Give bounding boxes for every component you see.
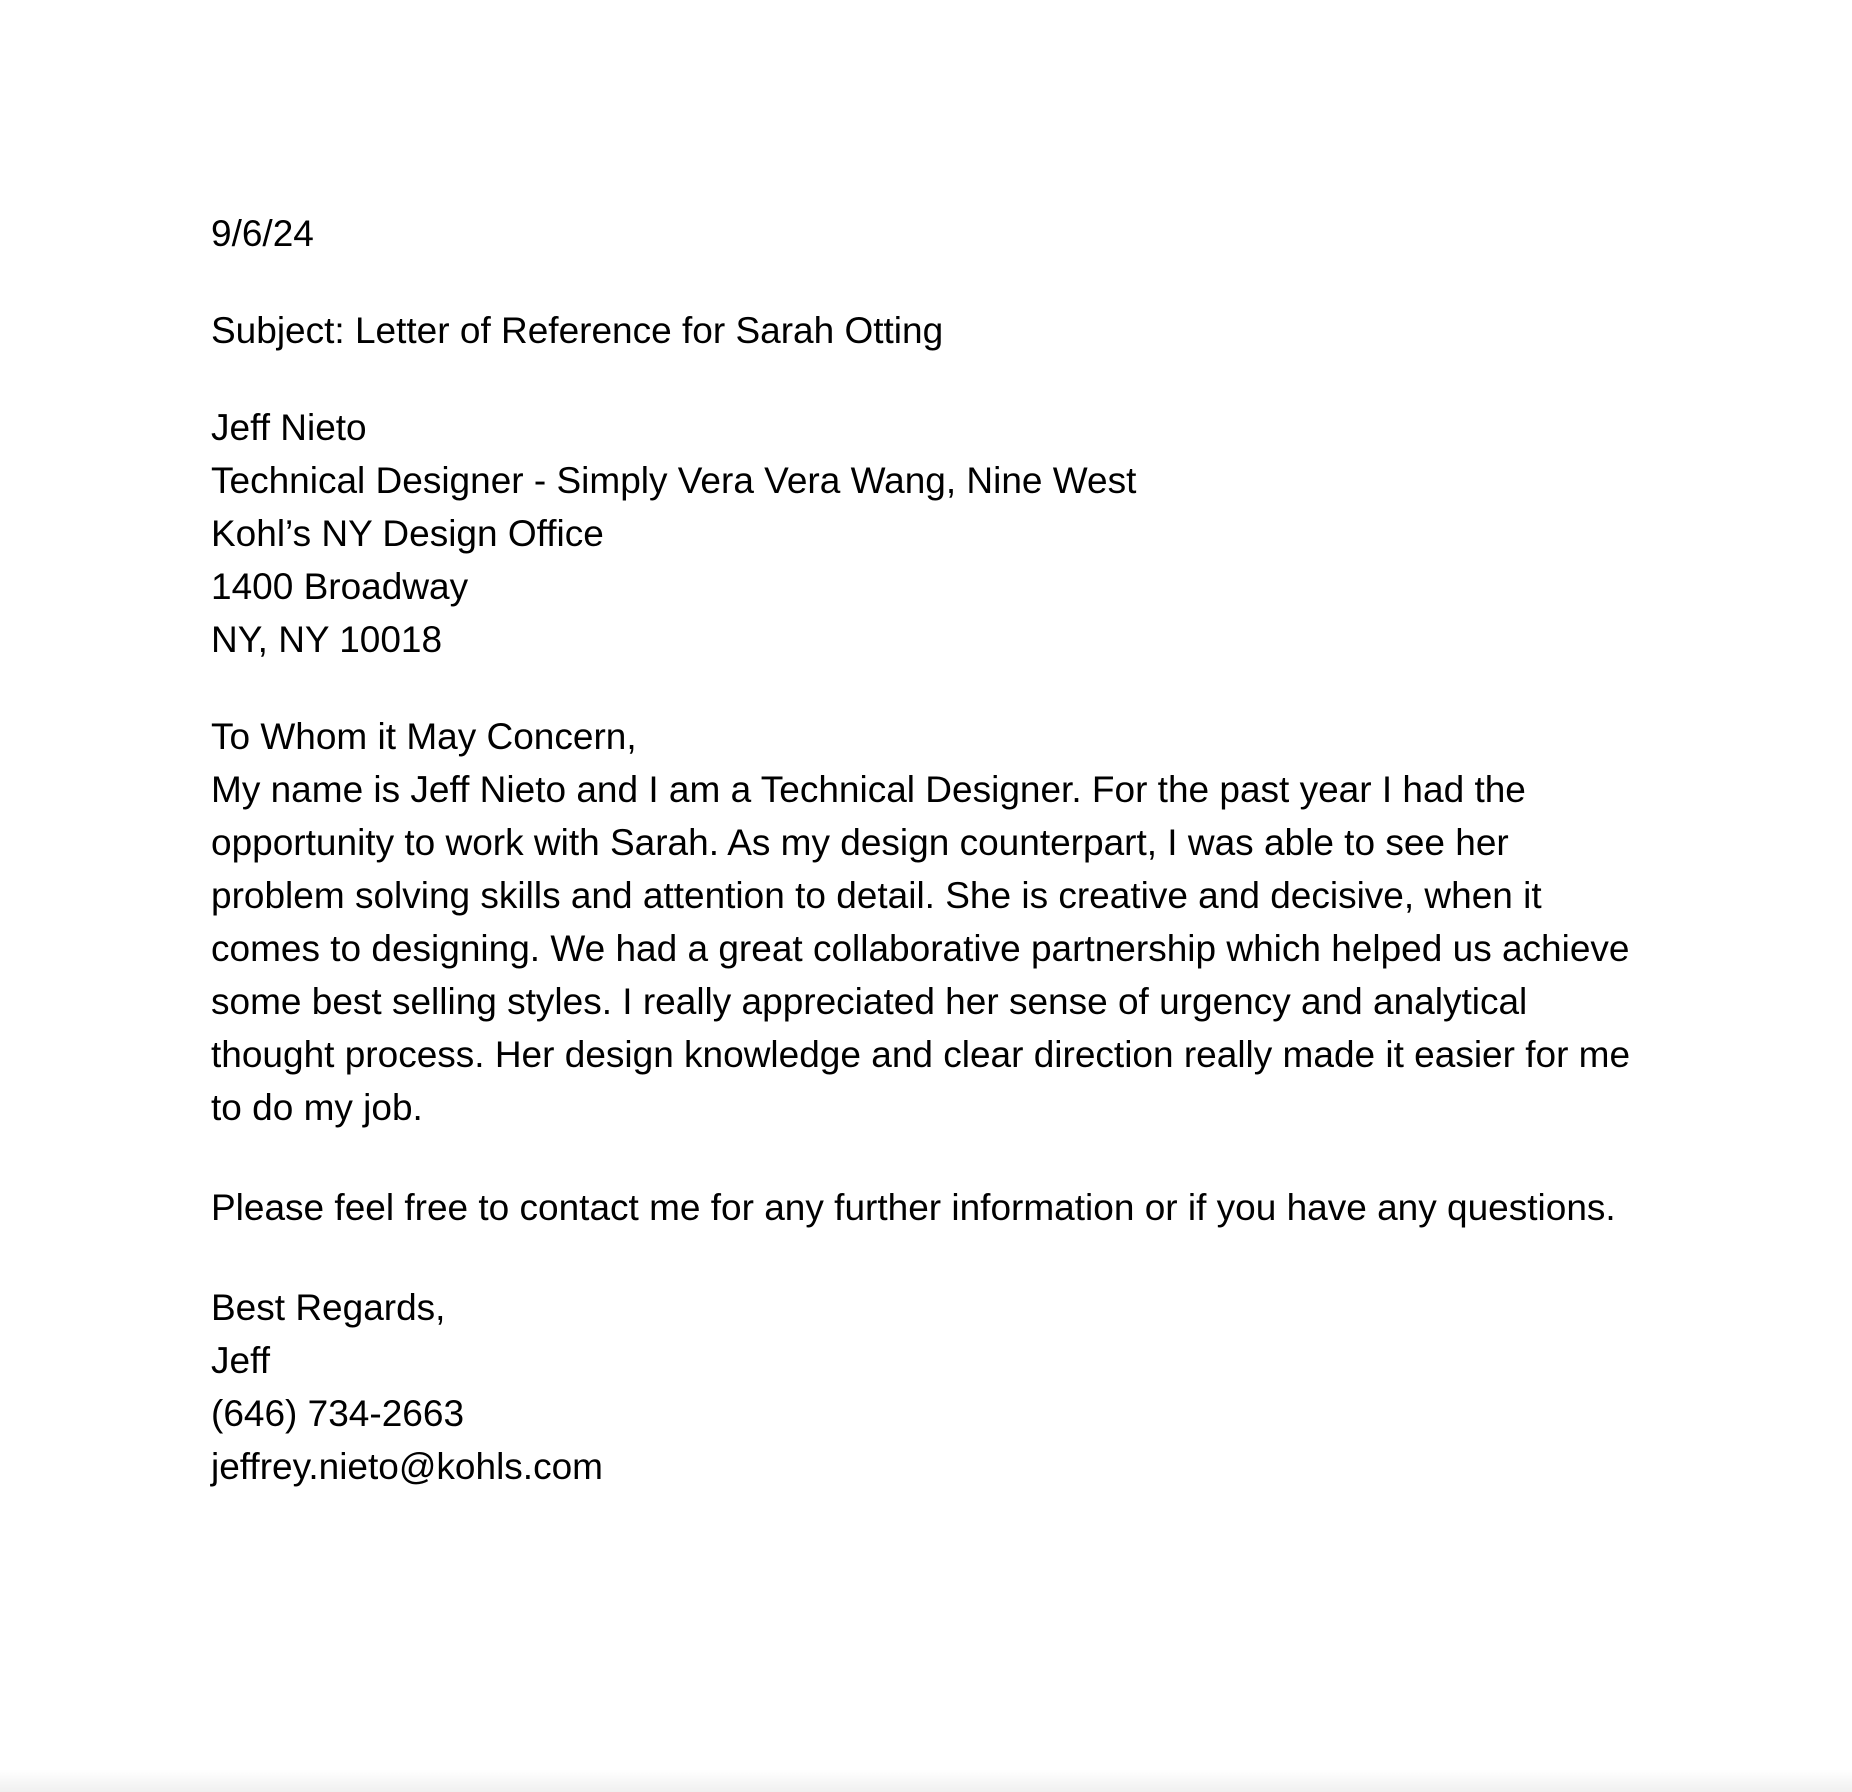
- closing: Best Regards,: [211, 1287, 446, 1328]
- phone-number: (646) 734-2663: [211, 1393, 465, 1434]
- letter-body: [211, 207, 1641, 1493]
- body-paragraph: [211, 763, 1641, 1134]
- sender-city: NY, NY 10018: [211, 619, 443, 660]
- sender-title: Technical Designer - Simply Vera Vera Wang, Nine West: [211, 460, 1137, 501]
- closing-paragraph: Please feel free to contact me for any further information or if you have any questions.: [211, 1187, 1616, 1228]
- salutation: To Whom it May Concern,: [211, 716, 637, 757]
- body-line: to do my job.: [211, 1087, 423, 1128]
- letter-subject: Subject: Letter of Reference for Sarah Otting: [211, 310, 944, 351]
- signature-name: Jeff: [211, 1340, 270, 1381]
- signature-block: [211, 1281, 1641, 1493]
- sender-street: 1400 Broadway: [211, 566, 469, 607]
- letter-date: 9/6/24: [211, 213, 314, 254]
- body-line: My name is Jeff Nieto and I am a Technical Designer. For the past year I had the: [211, 769, 1526, 810]
- sender-office: Kohl’s NY Design Office: [211, 513, 604, 554]
- email-address: jeffrey.nieto@kohls.com: [211, 1446, 603, 1487]
- body-line: opportunity to work with Sarah. As my design counterpart, I was able to see her: [211, 822, 1509, 863]
- sender-name: Jeff Nieto: [211, 407, 367, 448]
- page-bottom-edge: [0, 1770, 1852, 1792]
- body-line: comes to designing. We had a great collaborative partnership which helped us achieve: [211, 928, 1630, 969]
- body-line: some best selling styles. I really appreciated her sense of urgency and analytical: [211, 981, 1528, 1022]
- body-line: problem solving skills and attention to detail. She is creative and decisive, when it: [211, 875, 1542, 916]
- sender-address-block: [211, 401, 1641, 666]
- body-line: thought process. Her design knowledge and clear direction really made it easier for me: [211, 1034, 1631, 1075]
